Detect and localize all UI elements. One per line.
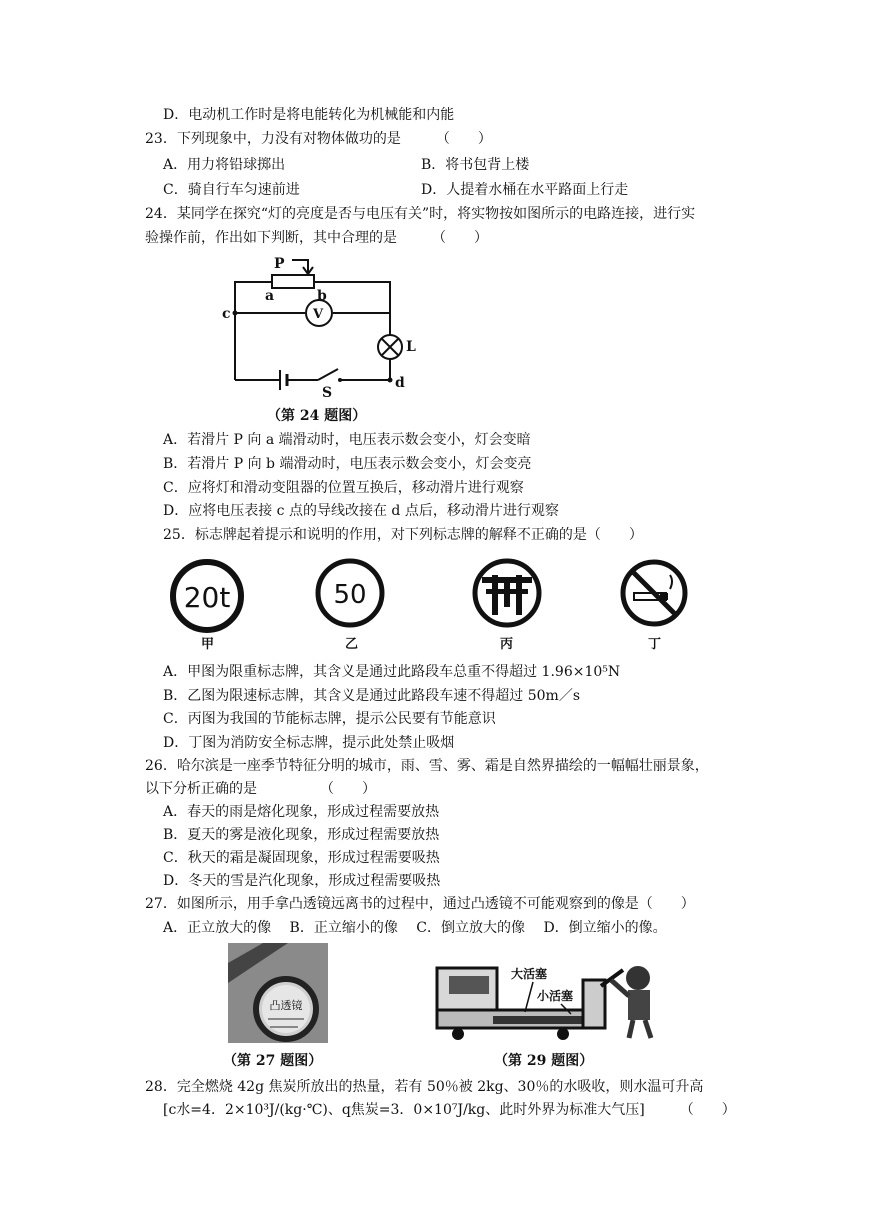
q24-option-d: D．应将电压表接 c 点的导线改接在 d 点后，移动滑片进行观察 — [163, 503, 559, 519]
energy-saving-sign-icon — [475, 561, 539, 625]
q28-stem-line1: 28．完全燃烧 42g 焦炭所放出的热量，若有 50％被 2kg、30％的水吸收，则水温可升高 — [145, 1079, 704, 1095]
q26-option-d: D．冬天的雪是汽化现象，形成过程需要吸热 — [163, 873, 441, 889]
q26-option-c: C．秋天的霜是凝固现象，形成过程需要吸热 — [163, 850, 440, 866]
q24-option-b: B．若滑片 P 向 b 端滑动时，电压表示数会变小，灯会变亮 — [163, 456, 532, 472]
signs-row — [160, 555, 700, 655]
q26-stem-line1: 26．哈尔滨是一座季节特征分明的城市，雨、雪、雾、霜是自然界描绘的一幅幅壮丽景象， — [145, 758, 709, 774]
label-l: L — [406, 339, 416, 355]
label-p: P — [274, 256, 285, 272]
figure-29-caption: （第 29 题图） — [494, 1053, 594, 1069]
weight-limit-sign-icon — [173, 562, 241, 630]
label-s: S — [322, 385, 333, 401]
q23-stem: 23．下列现象中，力没有对物体做功的是 （ ） — [145, 131, 492, 147]
label-v: V — [313, 307, 324, 322]
q25-option-a: A．甲图为限重标志牌，其含义是通过此路段车总重不得超过 1.96×10⁵N — [163, 664, 621, 680]
q24-option-a: A．若滑片 P 向 a 端滑动时，电压表示数会变小，灯会变暗 — [163, 432, 531, 448]
q24-stem-line1: 24．某同学在探究“灯的亮度是否与电压有关”时，将实物按如图所示的电路连接，进行实 — [145, 206, 696, 222]
q26-option-a: A．春天的雨是熔化现象，形成过程需要放热 — [163, 804, 440, 820]
sign1-label: 甲 — [201, 637, 215, 652]
no-smoking-sign-icon — [623, 562, 685, 624]
q28-stem-line2: [c水=4．2×10³J/(kg·℃)、q焦炭=3．0×10⁷J/kg、此时外界为标准大气压] （ ） — [163, 1102, 736, 1118]
q27-options: A．正立放大的像 B．正立缩小的像 C．倒立放大的像 D．倒立缩小的像。 — [163, 920, 667, 936]
q25-option-c: C．丙图为我国的节能标志牌，提示公民要有节能意识 — [163, 711, 496, 727]
label-a: a — [265, 288, 275, 304]
q25-stem: 25．标志牌起着提示和说明的作用，对下列标志牌的解释不正确的是（ ） — [163, 527, 643, 543]
q26-option-b: B．夏天的雾是液化现象，形成过程需要放热 — [163, 827, 440, 843]
small-piston-label: 小活塞 — [537, 989, 574, 1003]
sign3-label: 丙 — [500, 637, 514, 652]
label-c: c — [222, 306, 231, 322]
figure-27-caption: （第 27 题图） — [223, 1053, 323, 1069]
q26-stem-line2: 以下分析正确的是 （ ） — [145, 781, 376, 797]
sign2-text: 50 — [333, 580, 367, 610]
q23-option-a: A．用力将铅球掷出 — [163, 157, 286, 173]
speed-limit-sign-icon — [318, 561, 382, 625]
sign1-text: 20t — [183, 581, 231, 614]
hydraulic-press-figure — [433, 950, 663, 1045]
label-d: d — [395, 375, 405, 391]
magnifier-photo — [228, 943, 328, 1043]
q24-stem-line2: 验操作前，作出如下判断，其中合理的是 （ ） — [145, 230, 488, 246]
figure-24-caption: （第 24 题图） — [267, 408, 367, 424]
label-b: b — [317, 288, 327, 304]
circuit-diagram — [210, 250, 430, 430]
sign4-label: 丁 — [648, 637, 662, 652]
q23-option-d: D．人提着水桶在水平路面上行走 — [421, 182, 629, 198]
q27-stem: 27．如图所示，用手拿凸透镜远离书的过程中，通过凸透镜不可能观察到的像是（ ） — [145, 896, 695, 912]
lens-label: 凸透镜 — [269, 999, 303, 1012]
sign2-label: 乙 — [345, 637, 359, 652]
big-piston-label: 大活塞 — [511, 967, 548, 981]
q24-option-c: C．应将灯和滑动变阻器的位置互换后，移动滑片进行观察 — [163, 480, 524, 496]
q23-option-c: C．骑自行车匀速前进 — [163, 182, 300, 198]
q23-option-b: B．将书包背上楼 — [421, 157, 530, 173]
q22-option-d: D．电动机工作时是将电能转化为机械能和内能 — [163, 107, 455, 123]
q25-option-b: B．乙图为限速标志牌，其含义是通过此路段车速不得超过 50m／s — [163, 688, 581, 704]
q25-option-d: D．丁图为消防安全标志牌，提示此处禁止吸烟 — [163, 735, 455, 751]
